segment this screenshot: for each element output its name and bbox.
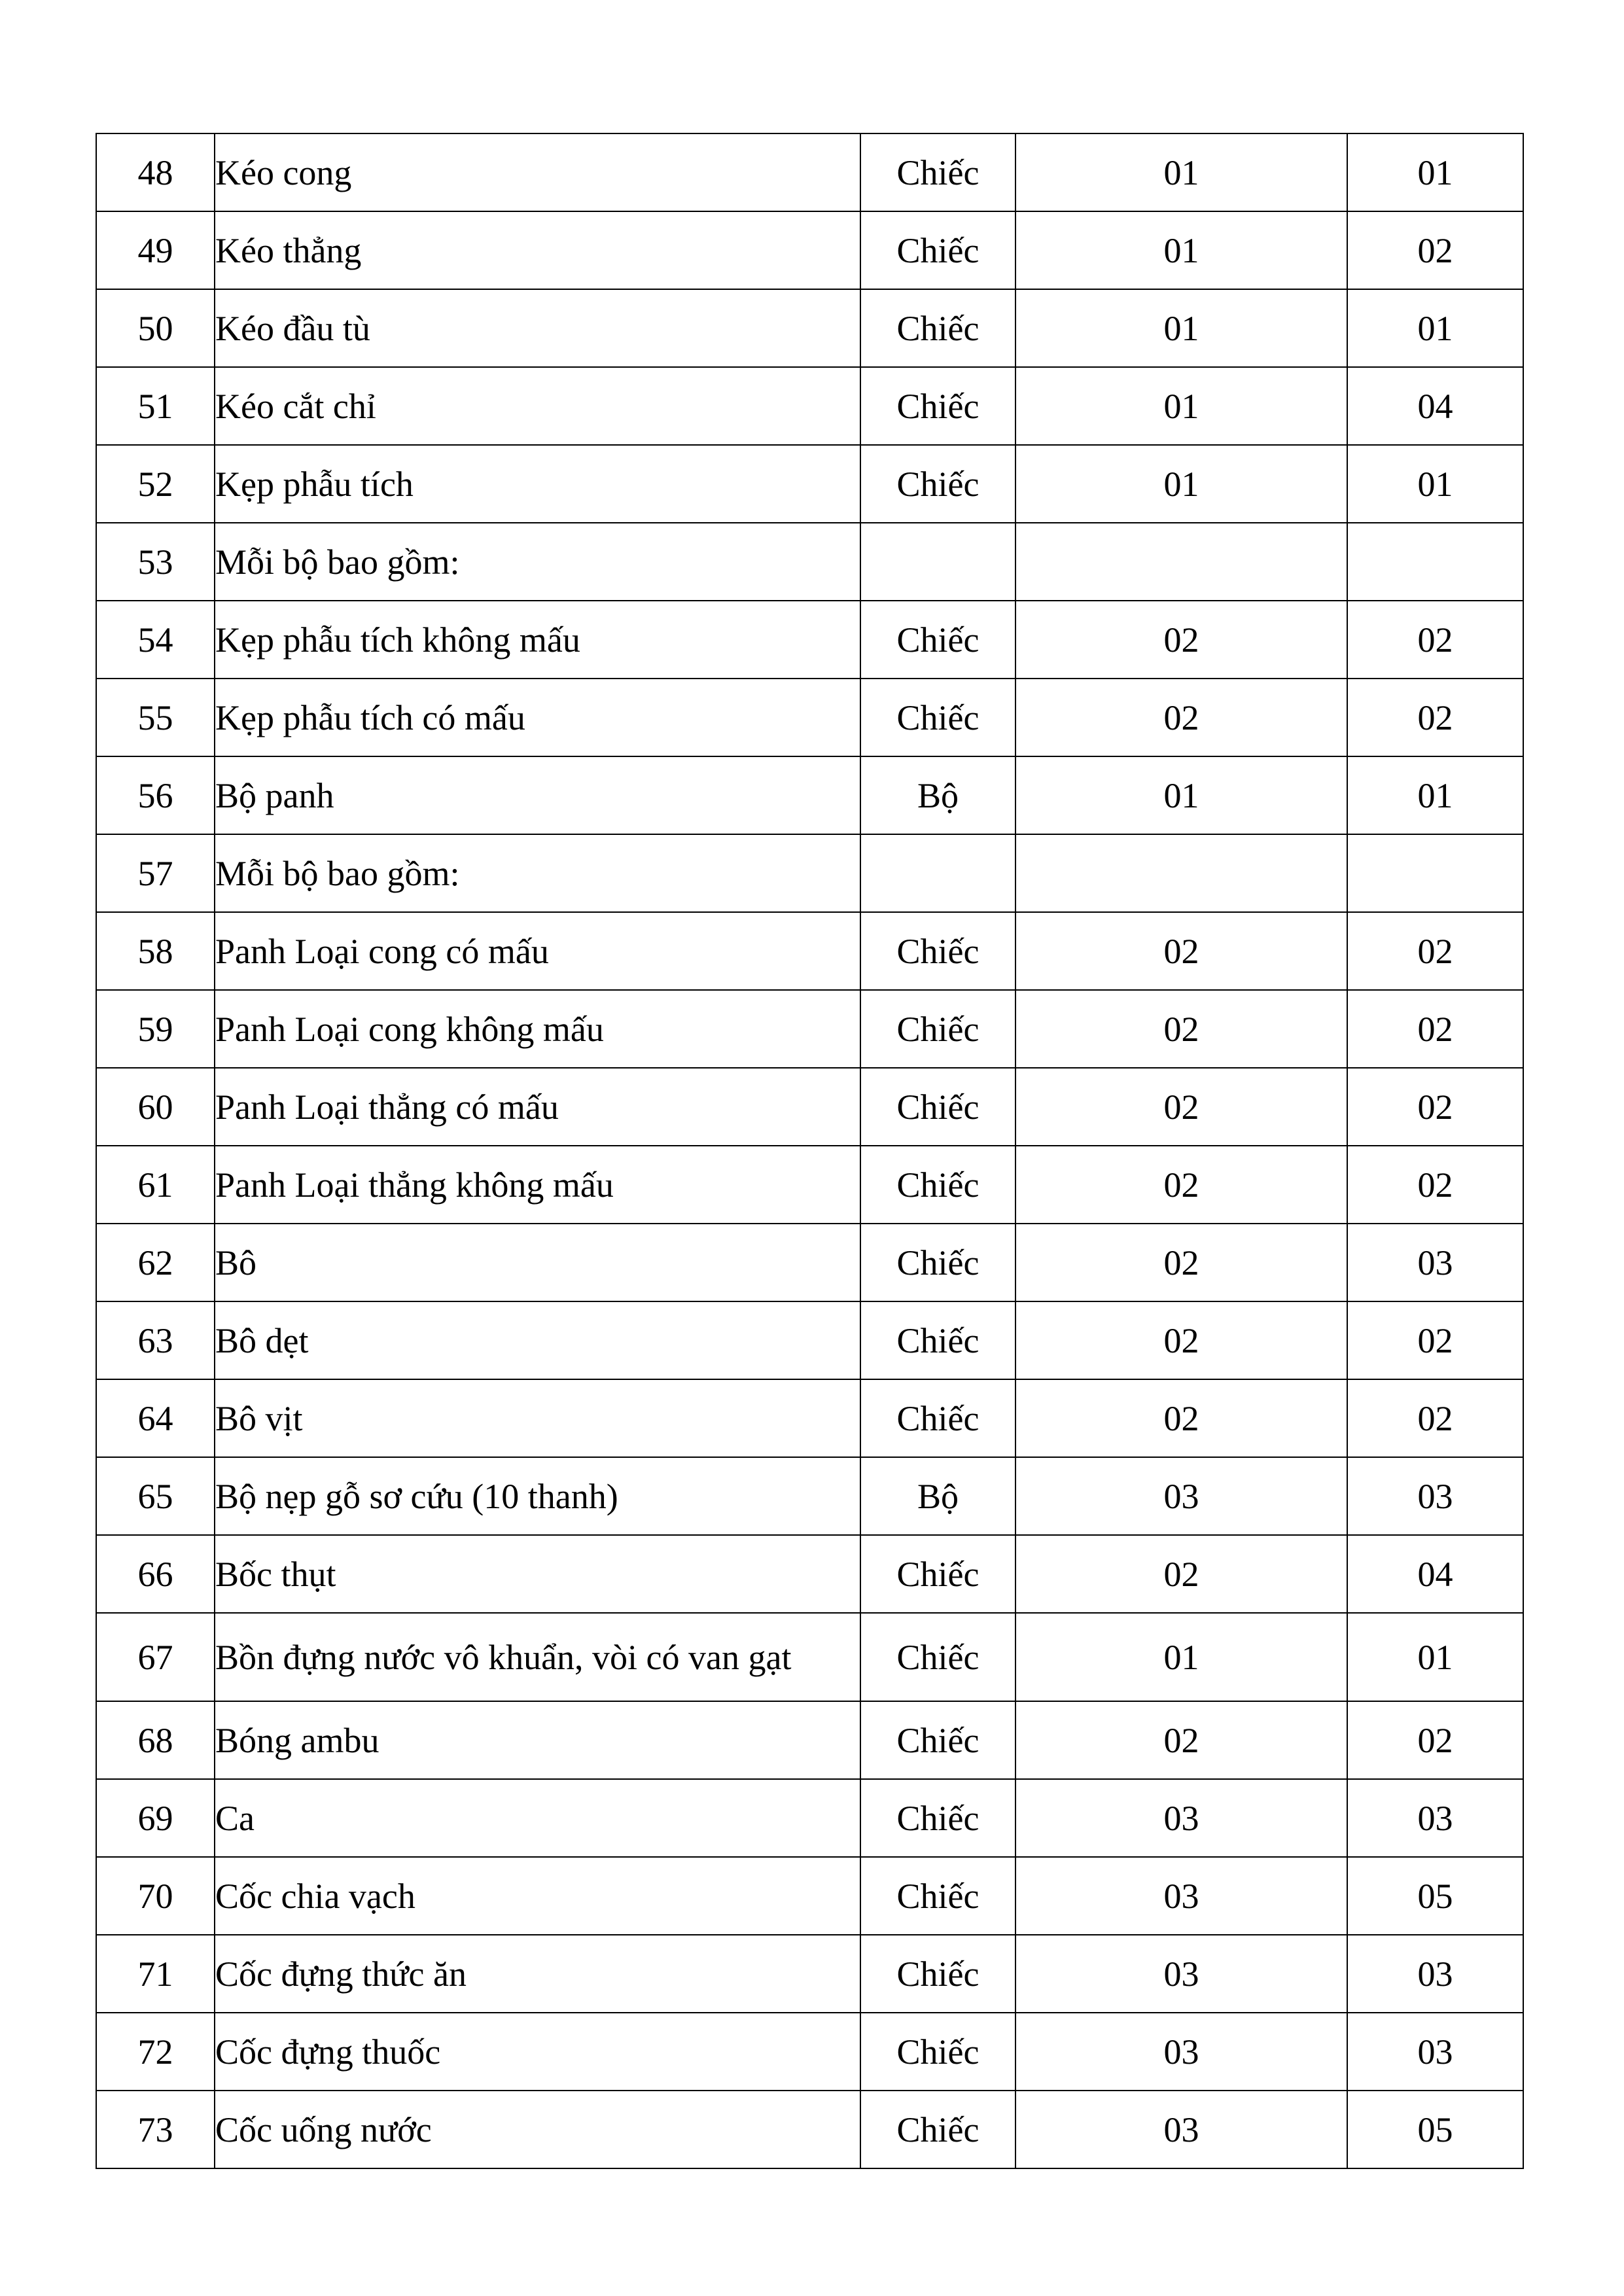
item-quantity-1: 03 — [1015, 2013, 1347, 2091]
item-quantity-2: 02 — [1347, 1301, 1523, 1379]
equipment-table — [96, 133, 1524, 2169]
item-name: Cốc uống nước — [215, 2091, 860, 2168]
item-quantity-2: 04 — [1347, 367, 1523, 445]
item-quantity-2: 02 — [1347, 1379, 1523, 1457]
item-quantity-2: 03 — [1347, 1779, 1523, 1857]
item-name: Kẹp phẫu tích — [215, 445, 860, 523]
table-row — [96, 2091, 1523, 2168]
item-number: 55 — [96, 679, 215, 756]
item-quantity-2: 03 — [1347, 1224, 1523, 1301]
item-quantity-2: 03 — [1347, 1457, 1523, 1535]
item-number: 67 — [96, 1613, 215, 1701]
item-name: Cốc chia vạch — [215, 1857, 860, 1935]
table-row — [96, 990, 1523, 1068]
table-row — [96, 912, 1523, 990]
table-row — [96, 834, 1523, 912]
item-name: Kéo thẳng — [215, 211, 860, 289]
item-name: Kẹp phẫu tích có mấu — [215, 679, 860, 756]
table-row — [96, 133, 1523, 211]
item-number: 69 — [96, 1779, 215, 1857]
item-unit: Chiếc — [860, 133, 1015, 211]
item-quantity-2: 04 — [1347, 1535, 1523, 1613]
item-number: 72 — [96, 2013, 215, 2091]
table-row — [96, 523, 1523, 601]
item-name: Bô — [215, 1224, 860, 1301]
item-unit: Chiếc — [860, 1779, 1015, 1857]
item-number: 56 — [96, 756, 215, 834]
table-row — [96, 445, 1523, 523]
item-number: 61 — [96, 1146, 215, 1224]
item-quantity-1: 02 — [1015, 1379, 1347, 1457]
table-row — [96, 679, 1523, 756]
item-unit — [860, 834, 1015, 912]
item-quantity-1: 02 — [1015, 679, 1347, 756]
item-quantity-2: 02 — [1347, 1146, 1523, 1224]
table-row — [96, 1068, 1523, 1146]
item-quantity-1: 01 — [1015, 1613, 1347, 1701]
item-unit — [860, 523, 1015, 601]
item-quantity-2: 01 — [1347, 1613, 1523, 1701]
item-unit: Bộ — [860, 756, 1015, 834]
item-quantity-1: 03 — [1015, 1457, 1347, 1535]
item-name: Kéo cắt chỉ — [215, 367, 860, 445]
item-name: Ca — [215, 1779, 860, 1857]
item-quantity-1: 03 — [1015, 1935, 1347, 2013]
item-name: Panh Loại cong không mấu — [215, 990, 860, 1068]
item-unit: Bộ — [860, 1457, 1015, 1535]
item-unit: Chiếc — [860, 367, 1015, 445]
table-row — [96, 1301, 1523, 1379]
table-row — [96, 1857, 1523, 1935]
item-quantity-2: 02 — [1347, 601, 1523, 679]
item-unit: Chiếc — [860, 2013, 1015, 2091]
item-unit: Chiếc — [860, 601, 1015, 679]
item-unit: Chiếc — [860, 679, 1015, 756]
item-name: Panh Loại cong có mấu — [215, 912, 860, 990]
item-number: 62 — [96, 1224, 215, 1301]
table-row — [96, 367, 1523, 445]
item-unit: Chiếc — [860, 990, 1015, 1068]
table-row — [96, 211, 1523, 289]
item-name: Kéo cong — [215, 133, 860, 211]
item-name: Panh Loại thẳng không mấu — [215, 1146, 860, 1224]
item-quantity-1: 03 — [1015, 1857, 1347, 1935]
item-quantity-1: 03 — [1015, 2091, 1347, 2168]
item-number: 65 — [96, 1457, 215, 1535]
item-quantity-1: 01 — [1015, 211, 1347, 289]
item-number: 49 — [96, 211, 215, 289]
item-quantity-1: 01 — [1015, 445, 1347, 523]
item-quantity-2: 05 — [1347, 2091, 1523, 2168]
table-row — [96, 2013, 1523, 2091]
item-number: 50 — [96, 289, 215, 367]
item-number: 58 — [96, 912, 215, 990]
item-quantity-1: 03 — [1015, 1779, 1347, 1857]
item-quantity-2: 01 — [1347, 756, 1523, 834]
item-number: 73 — [96, 2091, 215, 2168]
item-unit: Chiếc — [860, 1857, 1015, 1935]
item-quantity-2 — [1347, 523, 1523, 601]
item-number: 59 — [96, 990, 215, 1068]
table-row — [96, 1457, 1523, 1535]
item-name: Cốc đựng thức ăn — [215, 1935, 860, 2013]
item-name: Bốc thụt — [215, 1535, 860, 1613]
item-name: Cốc đựng thuốc — [215, 2013, 860, 2091]
item-quantity-1: 02 — [1015, 1068, 1347, 1146]
item-quantity-2: 01 — [1347, 289, 1523, 367]
item-name: Bóng ambu — [215, 1701, 860, 1779]
item-unit: Chiếc — [860, 1701, 1015, 1779]
item-quantity-2 — [1347, 834, 1523, 912]
item-name: Kéo đầu tù — [215, 289, 860, 367]
table-row — [96, 1779, 1523, 1857]
item-quantity-1 — [1015, 523, 1347, 601]
item-number: 60 — [96, 1068, 215, 1146]
item-quantity-1: 02 — [1015, 1301, 1347, 1379]
item-number: 52 — [96, 445, 215, 523]
item-quantity-2: 01 — [1347, 133, 1523, 211]
item-name: Panh Loại thẳng có mấu — [215, 1068, 860, 1146]
item-name: Mỗi bộ bao gồm: — [215, 523, 860, 601]
item-quantity-1: 01 — [1015, 289, 1347, 367]
item-unit: Chiếc — [860, 912, 1015, 990]
item-name: Bồn đựng nước vô khuẩn, vòi có van gạt — [215, 1613, 860, 1701]
item-name: Bộ nẹp gỗ sơ cứu (10 thanh) — [215, 1457, 860, 1535]
table-row — [96, 1379, 1523, 1457]
item-unit: Chiếc — [860, 1224, 1015, 1301]
item-number: 57 — [96, 834, 215, 912]
item-unit: Chiếc — [860, 1935, 1015, 2013]
item-number: 63 — [96, 1301, 215, 1379]
item-quantity-1: 01 — [1015, 367, 1347, 445]
item-quantity-1: 02 — [1015, 1535, 1347, 1613]
item-quantity-2: 02 — [1347, 990, 1523, 1068]
item-quantity-1: 01 — [1015, 756, 1347, 834]
item-quantity-2: 03 — [1347, 1935, 1523, 2013]
item-unit: Chiếc — [860, 1379, 1015, 1457]
item-quantity-2: 02 — [1347, 1068, 1523, 1146]
item-unit: Chiếc — [860, 1613, 1015, 1701]
table-row — [96, 1146, 1523, 1224]
item-number: 71 — [96, 1935, 215, 2013]
item-number: 54 — [96, 601, 215, 679]
table-row — [96, 289, 1523, 367]
table-row — [96, 1535, 1523, 1613]
table-row — [96, 601, 1523, 679]
item-quantity-1: 02 — [1015, 601, 1347, 679]
table-row — [96, 1224, 1523, 1301]
item-unit: Chiếc — [860, 2091, 1015, 2168]
item-quantity-2: 02 — [1347, 912, 1523, 990]
table-row — [96, 756, 1523, 834]
item-unit: Chiếc — [860, 1146, 1015, 1224]
item-name: Bộ panh — [215, 756, 860, 834]
item-number: 48 — [96, 133, 215, 211]
item-name: Bô dẹt — [215, 1301, 860, 1379]
item-number: 53 — [96, 523, 215, 601]
item-quantity-1: 02 — [1015, 990, 1347, 1068]
item-quantity-1: 02 — [1015, 912, 1347, 990]
item-number: 70 — [96, 1857, 215, 1935]
item-quantity-2: 05 — [1347, 1857, 1523, 1935]
item-unit: Chiếc — [860, 1301, 1015, 1379]
item-unit: Chiếc — [860, 1535, 1015, 1613]
item-unit: Chiếc — [860, 211, 1015, 289]
table-row — [96, 1701, 1523, 1779]
item-quantity-1: 02 — [1015, 1224, 1347, 1301]
item-quantity-2: 03 — [1347, 2013, 1523, 2091]
item-quantity-1: 02 — [1015, 1146, 1347, 1224]
item-quantity-1: 02 — [1015, 1701, 1347, 1779]
equipment-table-body — [96, 133, 1523, 2168]
item-quantity-1 — [1015, 834, 1347, 912]
item-number: 68 — [96, 1701, 215, 1779]
item-unit: Chiếc — [860, 445, 1015, 523]
table-row — [96, 1935, 1523, 2013]
item-unit: Chiếc — [860, 1068, 1015, 1146]
item-name: Kẹp phẫu tích không mấu — [215, 601, 860, 679]
table-row — [96, 1613, 1523, 1701]
item-quantity-2: 02 — [1347, 1701, 1523, 1779]
item-name: Mỗi bộ bao gồm: — [215, 834, 860, 912]
item-quantity-2: 02 — [1347, 211, 1523, 289]
item-unit: Chiếc — [860, 289, 1015, 367]
item-number: 64 — [96, 1379, 215, 1457]
item-quantity-1: 01 — [1015, 133, 1347, 211]
item-number: 51 — [96, 367, 215, 445]
item-quantity-2: 01 — [1347, 445, 1523, 523]
item-number: 66 — [96, 1535, 215, 1613]
item-name: Bô vịt — [215, 1379, 860, 1457]
item-quantity-2: 02 — [1347, 679, 1523, 756]
